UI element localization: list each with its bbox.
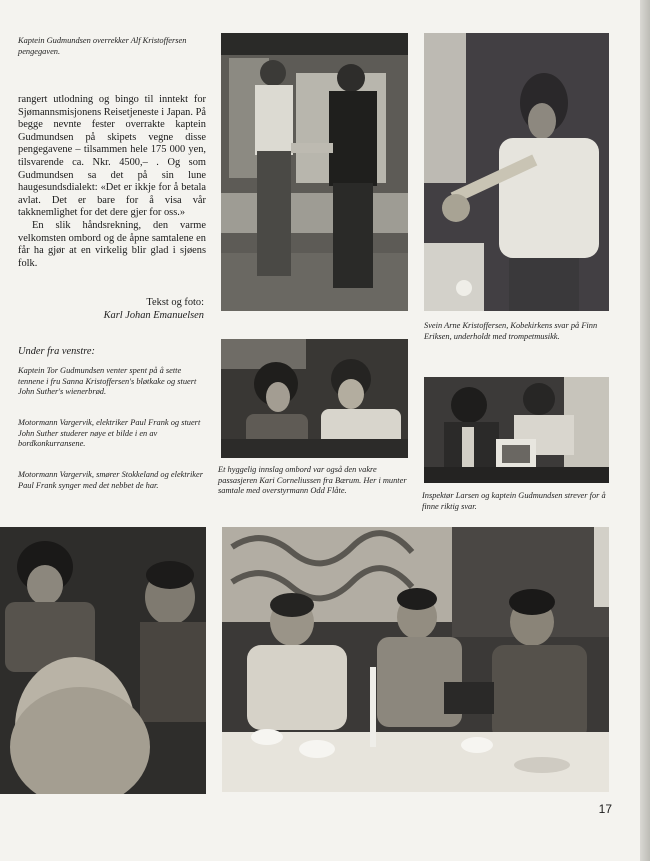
handshake-photo — [221, 33, 408, 311]
page-number: 17 — [598, 802, 612, 816]
conversation-photo — [221, 339, 408, 458]
caption-trumpet: Svein Arne Kristoffersen, Kobekirkens svar på Finn Eriksen, underholdt med trompetmusikk. — [424, 321, 598, 341]
caption-under-left-2: Motormann Vargervik, elektriker Paul Frank og stuert John Suther studerer nøye et bilde i en av bordkonkurransene. — [18, 418, 201, 449]
body-paragraph-2: En slik håndsrekning, den varme velkomsten ombord og de åpne samtalene en får ha gjør at en virkelig blir glad i sjøens folk. — [18, 219, 206, 269]
article-body — [18, 94, 206, 270]
caption-middle: Et hyggelig innslag ombord var også den vakre passasjeren Kari Corneliussen fra Bærum. Her i munter samtale med overstyrmann Odd Flåte. — [218, 465, 407, 496]
caption-under-left-1: Kaptein Tor Gudmundsen venter spent på å sette tennene i fru Sanna Kristoffersen's bløtkake og stuert John Suther's wienerbrød. — [18, 366, 197, 397]
caption-inspector: Inspektør Larsen og kaptein Gudmundsen strever for å finne riktig svar. — [422, 491, 606, 511]
inspector-photo — [424, 377, 609, 483]
waiting-photo — [0, 527, 206, 794]
caption-under-left-3: Motormann Vargervik, smører Stokkeland og elektriker Paul Frank synger med det nebbet de har. — [18, 470, 203, 490]
photo-credit — [18, 297, 204, 322]
body-paragraph-1: rangert utlodning og bingo til inntekt for Sjømannsmisjonens Reisetjeneste i Japan. På begge nevnte fester overrakte kaptein Gudmundsen på skipets vegne disse pengegavene – tilsammen hele 175 000 yen, tilsvarende ca. Nkr. 4500,– . Og som Gudmundsen sa det på sin lune haugesundsdialekt: «Det er ikkje for å betala avlat. Det er bare for å visa vår takknemlighet for det dere gjer for oss.» — [18, 94, 206, 219]
section-heading: Under fra venstre: — [18, 346, 95, 357]
trumpet-photo — [424, 33, 609, 311]
credit-label: Tekst og foto: — [146, 297, 204, 308]
credit-author: Karl Johan Emanuelsen — [103, 309, 204, 321]
page-edge — [640, 0, 650, 861]
singing-photo — [222, 527, 609, 792]
caption-top-left: Kaptein Gudmundsen overrekker Alf Kristoffersen pengegaven. — [18, 36, 187, 56]
